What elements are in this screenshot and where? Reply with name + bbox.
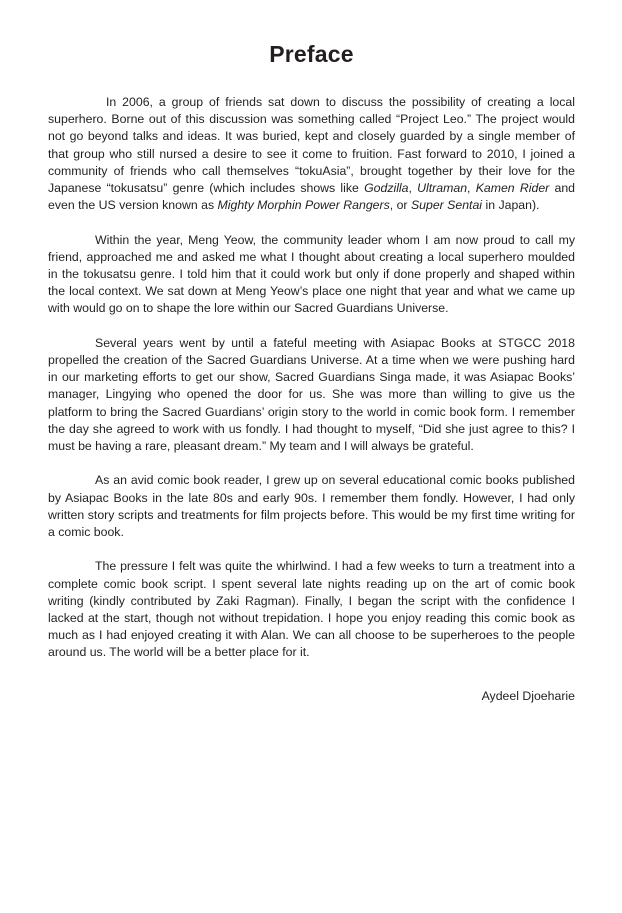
paragraph-3: Several years went by until a fateful meeting with Asiapac Books at STGCC 2018 propelled the creation of the Sacred Guardians Universe. At a time when we were pushing hard in our marketing efforts to get our show, Sacred Guardians Singa made, it was Asiapac Books’ manager, Lingying who opened the door for us. She was more than willing to give us the platform to bring the Sacred Guardians’ origin story to the world in comic book form. I remember the day she agreed to work with us fondly. I had thought to myself, “Did she just agree to this? I must be having a rare, pleasant dream.” My team and I will always be grateful. <box>48 335 575 454</box>
title-kamen-rider: Kamen Rider <box>475 181 550 196</box>
preface-page <box>48 0 575 705</box>
paragraph-1-text-b: and even the US version known as <box>48 181 575 213</box>
separator: , <box>467 181 476 196</box>
paragraph-1 <box>48 94 575 214</box>
title-mighty-morphin: Mighty Morphin Power Rangers <box>217 198 390 213</box>
author-signature: Aydeel Djoeharie <box>481 688 575 703</box>
paragraph-1-text-a: In 2006, a group of friends sat down to discuss the possibility of creating a local superhero. Borne out of this discussion was something called “Project Leo.” The project would not go beyond talks and ideas. It was buried, kept and closely guarded by a single member of that group who still nursed a desire to see it come to fruition. Fast forward to 2010, I joined a community of friends who call themselves “tokuAsia”, brought together by their love for the Japanese “tokusatsu” genre (which includes shows like <box>48 95 575 196</box>
title-godzilla: Godzilla <box>364 181 409 196</box>
separator: , <box>408 181 418 196</box>
title-super-sentai: Super Sentai <box>410 198 483 213</box>
paragraph-2: Within the year, Meng Yeow, the community leader whom I am now proud to call my friend, approached me and asked me what I thought about creating a local superhero moulded in the tokusatsu genre. I told him that it could work but only if done properly and shaped within the local context. We sat down at Meng Yeow’s place one night that year and what we came up with would go on to shape the lore within our Sacred Guardians Universe. <box>48 232 575 316</box>
title-ultraman: Ultraman <box>417 181 468 196</box>
paragraph-5: The pressure I felt was quite the whirlwind. I had a few weeks to turn a treatment into a complete comic book script. I spent several late nights reading up on the art of comic book writing (kindly contributed by Zaki Ragman). Finally, I began the script with the confidence I lacked at the start, though not without trepidation. I hope you enjoy reading this comic book as much as I had enjoyed creating it with Alan. We can all choose to be superheroes to the people around us. The world will be a better place for it. <box>48 559 575 660</box>
paragraph-4: As an avid comic book reader, I grew up on several educational comic books published by Asiapac Books in the late 80s and early 90s. I remember them fondly. However, I had only written story scripts and treatments for film projects before. This would be my first time writing for a comic book. <box>48 473 575 540</box>
page-title: Preface <box>269 41 354 67</box>
paragraph-1-text-c: , or <box>389 198 411 213</box>
paragraph-1-text-d: in Japan). <box>482 198 540 213</box>
